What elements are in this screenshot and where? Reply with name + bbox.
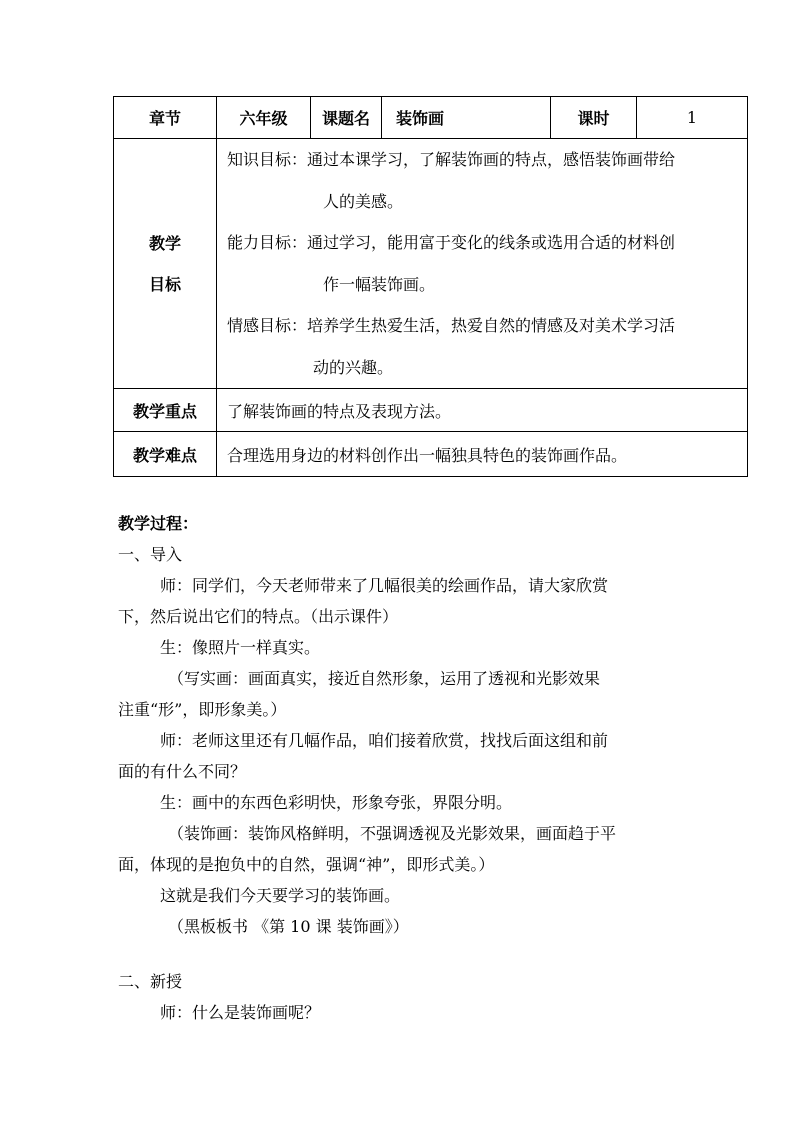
process-line: 下，然后说出它们的特点。（出示课件） [118,607,399,626]
objective-line: 能力目标：通过学习，能用富于变化的线条或选用合适的材料创 [227,233,676,252]
objectives-row [114,139,748,389]
difficulty-label: 教学难点 [114,432,217,477]
process-line: 注重“形”，即形象美。） [118,700,287,719]
process-line: 面，体现的是抱负中的自然，强调“神”，即形式美。） [118,855,495,874]
process-line: （装饰画：装饰风格鲜明，不强调透视及光影效果，画面趋于平 [168,824,617,843]
objectives-label-line-1: 教学 [148,233,181,253]
difficulty-row [114,432,748,477]
lesson-info-table [113,96,748,477]
process-title: 教学过程： [118,514,199,533]
objective-line: 动的兴趣。 [313,357,394,377]
table-header-row [114,97,748,139]
hours-label: 课时 [551,97,637,139]
objectives-label-line-2: 目标 [148,274,181,294]
focus-row [114,389,748,432]
process-line: 面的有什么不同？ [118,762,247,781]
objectives-content [217,139,748,389]
topic-value: 装饰画 [382,97,551,139]
grade-value: 六年级 [217,97,311,139]
teaching-process [118,508,698,1028]
process-line: 生：像照片一样真实。 [160,638,321,657]
focus-value: 了解装饰画的特点及表现方法。 [217,389,748,432]
spacer [118,942,698,966]
focus-label: 教学重点 [114,389,217,432]
hours-value: 1 [637,97,748,139]
topic-label: 课题名 [311,97,382,139]
process-line: （写实画：画面真实，接近自然形象，运用了透视和光影效果 [168,669,601,688]
section-heading: 一、导入 [118,545,183,564]
difficulty-value: 合理选用身边的材料创作出一幅独具特色的装饰画作品。 [217,432,748,477]
process-line: 这就是我们今天要学习的装饰画。 [160,886,401,905]
chapter-label: 章节 [114,97,217,139]
objective-line: 人的美感。 [323,191,404,211]
objective-line: 知识目标：通过本课学习，了解装饰画的特点，感悟装饰画带给 [227,150,676,169]
process-line: 生：画中的东西色彩明快，形象夸张，界限分明。 [160,793,513,812]
objectives-label [114,139,217,389]
process-line: 师：同学们，今天老师带来了几幅很美的绘画作品，请大家欣赏 [160,576,609,595]
section-heading: 二、新授 [118,972,183,991]
process-line: （黑板板书 《第 10 课 装饰画》） [168,917,409,936]
process-line: 师：什么是装饰画呢？ [160,1003,321,1022]
objective-line: 情感目标：培养学生热爱生活，热爱自然的情感及对美术学习活 [227,316,676,335]
process-line: 师：老师这里还有几幅作品，咱们接着欣赏，找找后面这组和前 [160,731,609,750]
objective-line: 作一幅装饰画。 [323,274,436,294]
